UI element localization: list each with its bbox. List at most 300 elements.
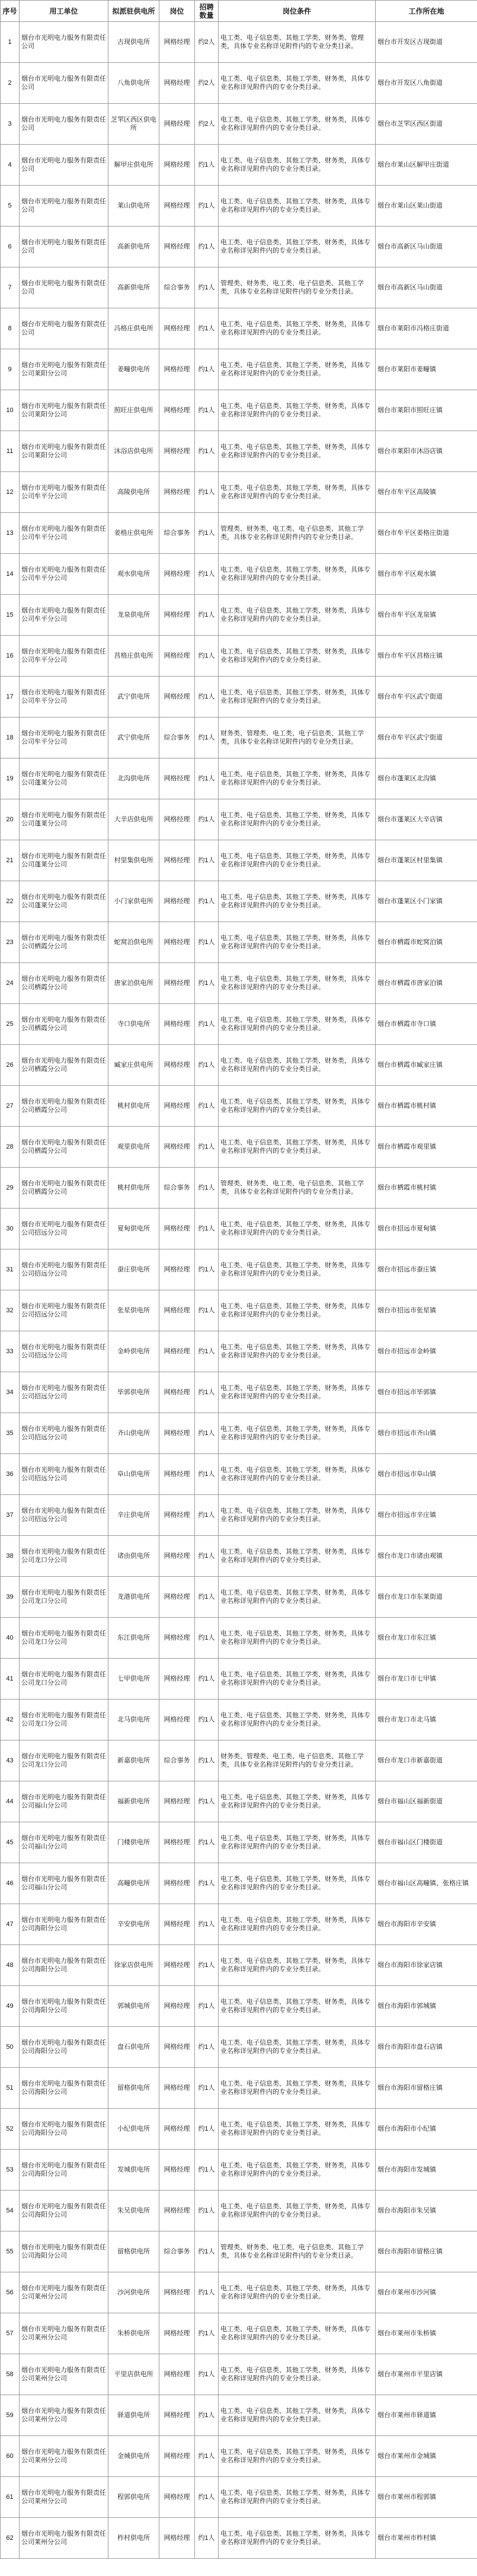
cell-no: 17 (1, 677, 20, 718)
cell-no: 34 (1, 1372, 20, 1413)
cell-count: 约1人 (195, 1004, 219, 1045)
cell-unit: 烟台市光明电力服务有限责任公司 (20, 186, 108, 227)
cell-location: 烟台市海阳市留格庄镇 (376, 2068, 477, 2109)
cell-condition: 电工类、电子信息类、其他工学类、财务类，具体专业名称详见附件内的专业分类目录。 (219, 2518, 376, 2559)
cell-count: 约2人 (195, 104, 219, 145)
cell-no: 48 (1, 1945, 20, 1986)
cell-unit: 烟台市光明电力服务有限责任公司招远分公司 (20, 1413, 108, 1454)
table-row (1, 881, 477, 922)
table-row (1, 1413, 477, 1454)
cell-post: 网格经理 (159, 2354, 195, 2395)
cell-count: 约1人 (195, 1290, 219, 1331)
cell-condition: 电工类、电子信息类、其他工学类、财务类，具体专业名称详见附件内的专业分类目录。 (219, 595, 376, 636)
header-station: 拟派驻供电所 (108, 1, 159, 22)
cell-location: 烟台市牟平区武宁街道 (376, 677, 477, 718)
cell-count: 约1人 (195, 554, 219, 595)
cell-count: 约1人 (195, 1700, 219, 1740)
cell-post: 网格经理 (159, 104, 195, 145)
cell-location: 烟台市高新区马山街道 (376, 227, 477, 267)
cell-no: 33 (1, 1331, 20, 1372)
cell-count: 约1人 (195, 1618, 219, 1659)
cell-post: 网格经理 (159, 2518, 195, 2559)
cell-location: 烟台市莱阳市沐浴店镇 (376, 431, 477, 472)
cell-no: 7 (1, 267, 20, 308)
cell-condition: 电工类、电子信息类、其他工学类、财务类，具体专业名称详见附件内的专业分类目录。 (219, 472, 376, 513)
cell-station: 蛇窝泊供电所 (108, 922, 159, 963)
header-count: 招聘数量 (195, 1, 219, 22)
cell-count: 约1人 (195, 1168, 219, 1209)
cell-post: 网格经理 (159, 22, 195, 63)
cell-location: 烟台市高新区马山街道 (376, 267, 477, 308)
cell-unit: 烟台市光明电力服务有限责任公司莱州分公司 (20, 2272, 108, 2313)
table-row (1, 2395, 477, 2436)
cell-condition: 电工类、电子信息类、其他工学类、财务类，具体专业名称详见附件内的专业分类目录。 (219, 1086, 376, 1127)
cell-post: 网格经理 (159, 145, 195, 186)
cell-count: 约1人 (195, 2354, 219, 2395)
cell-count: 约1人 (195, 2109, 219, 2150)
cell-condition: 电工类、电子信息类、其他工学类、财务类，具体专业名称详见附件内的专业分类目录。 (219, 1290, 376, 1331)
cell-station: 朱桥供电所 (108, 2313, 159, 2354)
cell-post: 网格经理 (159, 2313, 195, 2354)
cell-condition: 电工类、电子信息类、其他工学类、财务类，具体专业名称详见附件内的专业分类目录。 (219, 1454, 376, 1495)
cell-unit: 烟台市光明电力服务有限责任公司海阳分公司 (20, 2231, 108, 2272)
cell-station: 平里店供电所 (108, 2354, 159, 2395)
cell-count: 约1人 (195, 1822, 219, 1863)
cell-no: 32 (1, 1290, 20, 1331)
cell-no: 30 (1, 1209, 20, 1249)
cell-station: 莱山供电所 (108, 186, 159, 227)
cell-no: 21 (1, 840, 20, 881)
cell-station: 高新供电所 (108, 267, 159, 308)
cell-post: 网格经理 (159, 1904, 195, 1945)
cell-post: 网格经理 (159, 1454, 195, 1495)
cell-no: 9 (1, 349, 20, 390)
cell-no: 20 (1, 799, 20, 840)
table-row (1, 431, 477, 472)
cell-condition: 电工类、电子信息类、其他工学类、财务类，具体专业名称详见附件内的专业分类目录。 (219, 2272, 376, 2313)
cell-station: 沐浴店供电所 (108, 431, 159, 472)
cell-post: 网格经理 (159, 1086, 195, 1127)
cell-count: 约2人 (195, 63, 219, 104)
cell-no: 38 (1, 1536, 20, 1577)
table-row (1, 1781, 477, 1822)
cell-count: 约1人 (195, 2313, 219, 2354)
cell-location: 烟台市蓬莱区小门家镇 (376, 881, 477, 922)
table-row (1, 1331, 477, 1372)
cell-no: 45 (1, 1822, 20, 1863)
cell-no: 18 (1, 718, 20, 758)
cell-location: 烟台市芝罘区西区街道 (376, 104, 477, 145)
cell-condition: 电工类、电子信息类、其他工学类、财务类，具体专业名称详见附件内的专业分类目录。 (219, 2436, 376, 2477)
cell-post: 网格经理 (159, 1290, 195, 1331)
cell-unit: 烟台市光明电力服务有限责任公司栖霞分公司 (20, 1127, 108, 1168)
cell-count: 约1人 (195, 1536, 219, 1577)
cell-count: 约1人 (195, 390, 219, 431)
table-row (1, 186, 477, 227)
cell-condition: 电工类、电子信息类、其他工学类、财务类，具体专业名称详见附件内的专业分类目录。 (219, 2150, 376, 2191)
cell-condition: 财务类、管理类、电工类、电子信息类、其他工学类，具体专业名称详见附件内的专业分类目录。 (219, 1740, 376, 1781)
cell-unit: 烟台市光明电力服务有限责任公司栖霞分公司 (20, 1004, 108, 1045)
table-row (1, 349, 477, 390)
cell-location: 烟台市招远市辛庄镇 (376, 1495, 477, 1536)
cell-post: 网格经理 (159, 1577, 195, 1618)
cell-no: 62 (1, 2518, 20, 2559)
cell-station: 夏甸供电所 (108, 1209, 159, 1249)
cell-count: 约1人 (195, 1413, 219, 1454)
cell-condition: 管理类、财务类、电工类、电子信息类、其他工学类，具体专业名称详见附件内的专业分类目录。 (219, 513, 376, 554)
cell-post: 网格经理 (159, 1495, 195, 1536)
cell-unit: 烟台市光明电力服务有限责任公司海阳分公司 (20, 2150, 108, 2191)
cell-count: 约1人 (195, 1209, 219, 1249)
cell-no: 27 (1, 1086, 20, 1127)
cell-location: 烟台市牟平区观水镇 (376, 554, 477, 595)
cell-post: 网格经理 (159, 1822, 195, 1863)
cell-no: 50 (1, 2027, 20, 2068)
cell-location: 烟台市海阳市徐家店镇 (376, 1945, 477, 1986)
cell-no: 13 (1, 513, 20, 554)
cell-station: 武宁供电所 (108, 677, 159, 718)
cell-station: 金岭供电所 (108, 1331, 159, 1372)
cell-no: 58 (1, 2354, 20, 2395)
cell-condition: 电工类、电子信息类、其他工学类、财务类，具体专业名称详见附件内的专业分类目录。 (219, 1986, 376, 2027)
cell-location: 烟台市牟平区姜格庄街道 (376, 513, 477, 554)
cell-location: 烟台市莱州市沙河镇 (376, 2272, 477, 2313)
cell-count: 约1人 (195, 1904, 219, 1945)
cell-post: 网格经理 (159, 431, 195, 472)
cell-post: 网格经理 (159, 758, 195, 799)
cell-condition: 财务类、管理类、电工类、电子信息类、其他工学类，具体专业名称详见附件内的专业分类目录。 (219, 718, 376, 758)
cell-location: 烟台市招远市金岭镇 (376, 1331, 477, 1372)
cell-condition: 电工类、电子信息类、其他工学类、财务类，具体专业名称详见附件内的专业分类目录。 (219, 1045, 376, 1086)
cell-location: 烟台市开发区古现街道 (376, 22, 477, 63)
cell-condition: 管理类、财务类、电工类、电子信息类、其他工学类，具体专业名称详见附件内的专业分类目录。 (219, 2231, 376, 2272)
cell-unit: 烟台市光明电力服务有限责任公司招远分公司 (20, 1495, 108, 1536)
cell-count: 约1人 (195, 2477, 219, 2518)
cell-location: 烟台市海阳市盘石店镇 (376, 2027, 477, 2068)
cell-no: 3 (1, 104, 20, 145)
table-row (1, 227, 477, 267)
cell-post: 网格经理 (159, 1004, 195, 1045)
cell-condition: 电工类、电子信息类、其他工学类、财务类，具体专业名称详见附件内的专业分类目录。 (219, 1822, 376, 1863)
cell-location: 烟台市福山区高疃镇、张格庄镇 (376, 1863, 477, 1904)
cell-station: 姜疃供电所 (108, 349, 159, 390)
table-row (1, 1577, 477, 1618)
cell-post: 网格经理 (159, 554, 195, 595)
table-row (1, 22, 477, 63)
cell-condition: 电工类、电子信息类、其他工学类、财务类，具体专业名称详见附件内的专业分类目录。 (219, 554, 376, 595)
cell-condition: 电工类、电子信息类、其他工学类、财务类，具体专业名称详见附件内的专业分类目录。 (219, 390, 376, 431)
cell-location: 烟台市招远市蚕庄镇 (376, 1249, 477, 1290)
cell-unit: 烟台市光明电力服务有限责任公司招远分公司 (20, 1372, 108, 1413)
cell-station: 北马供电所 (108, 1700, 159, 1740)
cell-count: 约1人 (195, 718, 219, 758)
cell-no: 61 (1, 2477, 20, 2518)
cell-no: 26 (1, 1045, 20, 1086)
cell-unit: 烟台市光明电力服务有限责任公司牟平分公司 (20, 554, 108, 595)
table-row (1, 308, 477, 349)
cell-condition: 电工类、电子信息类、其他工学类、财务类，具体专业名称详见附件内的专业分类目录。 (219, 1781, 376, 1822)
table-row (1, 472, 477, 513)
cell-post: 网格经理 (159, 1618, 195, 1659)
cell-unit: 烟台市光明电力服务有限责任公司海阳分公司 (20, 2191, 108, 2231)
cell-no: 19 (1, 758, 20, 799)
cell-condition: 电工类、电子信息类、其他工学类、财务类，具体专业名称详见附件内的专业分类目录。 (219, 308, 376, 349)
cell-station: 莒格庄供电所 (108, 636, 159, 677)
cell-count: 约1人 (195, 1454, 219, 1495)
cell-location: 烟台市龙口市北马镇 (376, 1700, 477, 1740)
cell-condition: 电工类、电子信息类、其他工学类、财务类，具体专业名称详见附件内的专业分类目录。 (219, 431, 376, 472)
cell-station: 古现供电所 (108, 22, 159, 63)
cell-no: 46 (1, 1863, 20, 1904)
cell-condition: 电工类、电子信息类、其他工学类、财务类，具体专业名称详见附件内的专业分类目录。 (219, 145, 376, 186)
cell-condition: 电工类、电子信息类、其他工学类、财务类，具体专业名称详见附件内的专业分类目录。 (219, 1249, 376, 1290)
cell-count: 约1人 (195, 636, 219, 677)
cell-condition: 电工类、电子信息类、其他工学类、财务类，具体专业名称详见附件内的专业分类目录。 (219, 63, 376, 104)
cell-count: 约1人 (195, 1331, 219, 1372)
cell-station: 诸由供电所 (108, 1536, 159, 1577)
cell-count: 约1人 (195, 2518, 219, 2559)
cell-station: 寺口供电所 (108, 1004, 159, 1045)
cell-station: 冯格庄供电所 (108, 308, 159, 349)
cell-post: 网格经理 (159, 2027, 195, 2068)
cell-count: 约1人 (195, 758, 219, 799)
table-row (1, 2027, 477, 2068)
cell-count: 约1人 (195, 963, 219, 1004)
cell-count: 约1人 (195, 1945, 219, 1986)
cell-post: 网格经理 (159, 1209, 195, 1249)
cell-station: 留格供电所 (108, 2068, 159, 2109)
cell-station: 盘石供电所 (108, 2027, 159, 2068)
cell-post: 网格经理 (159, 1863, 195, 1904)
cell-unit: 烟台市光明电力服务有限责任公司龙口分公司 (20, 1700, 108, 1740)
cell-unit: 烟台市光明电力服务有限责任公司招远分公司 (20, 1331, 108, 1372)
cell-no: 60 (1, 2436, 20, 2477)
cell-unit: 烟台市光明电力服务有限责任公司海阳分公司 (20, 1904, 108, 1945)
cell-condition: 管理类、财务类、电工类、电子信息类、其他工学类，具体专业名称详见附件内的专业分类目录。 (219, 267, 376, 308)
cell-condition: 电工类、电子信息类、其他工学类、财务类，具体专业名称详见附件内的专业分类目录。 (219, 1372, 376, 1413)
cell-station: 武宁供电所 (108, 718, 159, 758)
cell-station: 柞村供电所 (108, 2518, 159, 2559)
cell-count: 约1人 (195, 2436, 219, 2477)
cell-unit: 烟台市光明电力服务有限责任公司莱阳分公司 (20, 390, 108, 431)
cell-location: 烟台市栖霞市寺口镇 (376, 1004, 477, 1045)
table-row (1, 554, 477, 595)
cell-unit: 烟台市光明电力服务有限责任公司栖霞分公司 (20, 1086, 108, 1127)
cell-count: 约1人 (195, 1740, 219, 1781)
cell-condition: 电工类、电子信息类、其他工学类、财务类，具体专业名称详见附件内的专业分类目录。 (219, 186, 376, 227)
cell-unit: 烟台市光明电力服务有限责任公司栖霞分公司 (20, 922, 108, 963)
cell-post: 综合事务 (159, 1740, 195, 1781)
cell-unit: 烟台市光明电力服务有限责任公司龙口分公司 (20, 1536, 108, 1577)
cell-no: 23 (1, 922, 20, 963)
cell-no: 15 (1, 595, 20, 636)
cell-no: 55 (1, 2231, 20, 2272)
cell-station: 张星供电所 (108, 1290, 159, 1331)
table-row (1, 2436, 477, 2477)
cell-location: 烟台市栖霞市观里镇 (376, 1127, 477, 1168)
cell-location: 烟台市福山区门楼街道 (376, 1822, 477, 1863)
cell-condition: 电工类、电子信息类、其他工学类、财务类，具体专业名称详见附件内的专业分类目录。 (219, 881, 376, 922)
cell-condition: 电工类、电子信息类、其他工学类、财务类，具体专业名称详见附件内的专业分类目录。 (219, 1618, 376, 1659)
cell-no: 16 (1, 636, 20, 677)
cell-condition: 电工类、电子信息类、其他工学类、财务类，具体专业名称详见附件内的专业分类目录。 (219, 2313, 376, 2354)
cell-count: 约1人 (195, 881, 219, 922)
cell-location: 烟台市海阳市小纪镇 (376, 2109, 477, 2150)
cell-no: 59 (1, 2395, 20, 2436)
cell-station: 桃村供电所 (108, 1086, 159, 1127)
cell-count: 约1人 (195, 1495, 219, 1536)
cell-condition: 电工类、电子信息类、其他工学类、财务类，具体专业名称详见附件内的专业分类目录。 (219, 1536, 376, 1577)
cell-post: 网格经理 (159, 1536, 195, 1577)
cell-no: 54 (1, 2191, 20, 2231)
cell-post: 网格经理 (159, 922, 195, 963)
cell-no: 36 (1, 1454, 20, 1495)
cell-post: 网格经理 (159, 2395, 195, 2436)
cell-no: 2 (1, 63, 20, 104)
cell-station: 龙泉供电所 (108, 595, 159, 636)
cell-station: 徐家店供电所 (108, 1945, 159, 1986)
cell-post: 网格经理 (159, 963, 195, 1004)
cell-condition: 电工类、电子信息类、其他工学类、财务类，具体专业名称详见附件内的专业分类目录。 (219, 2109, 376, 2150)
cell-no: 5 (1, 186, 20, 227)
cell-post: 网格经理 (159, 2150, 195, 2191)
cell-no: 22 (1, 881, 20, 922)
table-row (1, 1863, 477, 1904)
cell-station: 观水供电所 (108, 554, 159, 595)
table-row (1, 2518, 477, 2559)
cell-unit: 烟台市光明电力服务有限责任公司海阳分公司 (20, 1986, 108, 2027)
table-row (1, 799, 477, 840)
cell-post: 综合事务 (159, 2231, 195, 2272)
cell-unit: 烟台市光明电力服务有限责任公司海阳分公司 (20, 2027, 108, 2068)
cell-no: 57 (1, 2313, 20, 2354)
cell-post: 网格经理 (159, 677, 195, 718)
cell-unit: 烟台市光明电力服务有限责任公司莱州分公司 (20, 2313, 108, 2354)
cell-no: 14 (1, 554, 20, 595)
table-row (1, 2477, 477, 2518)
cell-count: 约1人 (195, 2150, 219, 2191)
cell-station: 程郭供电所 (108, 2477, 159, 2518)
cell-condition: 电工类、电子信息类、其他工学类、财务类，具体专业名称详见附件内的专业分类目录。 (219, 1863, 376, 1904)
cell-station: 留格供电所 (108, 2231, 159, 2272)
table-row (1, 963, 477, 1004)
table-row (1, 922, 477, 963)
cell-location: 烟台市开发区八角街道 (376, 63, 477, 104)
table-row (1, 63, 477, 104)
cell-post: 网格经理 (159, 186, 195, 227)
cell-unit: 烟台市光明电力服务有限责任公司 (20, 22, 108, 63)
table-row (1, 1740, 477, 1781)
cell-count: 约1人 (195, 1577, 219, 1618)
cell-post: 网格经理 (159, 390, 195, 431)
cell-station: 朱吴供电所 (108, 2191, 159, 2231)
cell-post: 网格经理 (159, 2191, 195, 2231)
cell-unit: 烟台市光明电力服务有限责任公司海阳分公司 (20, 2109, 108, 2150)
cell-unit: 烟台市光明电力服务有限责任公司 (20, 267, 108, 308)
cell-station: 龙港供电所 (108, 1577, 159, 1618)
cell-location: 烟台市莱阳市冯格庄街道 (376, 308, 477, 349)
table-row (1, 145, 477, 186)
cell-post: 网格经理 (159, 636, 195, 677)
table-row (1, 1495, 477, 1536)
cell-station: 福新供电所 (108, 1781, 159, 1822)
cell-unit: 烟台市光明电力服务有限责任公司福山分公司 (20, 1781, 108, 1822)
cell-location: 烟台市招远市齐山镇 (376, 1413, 477, 1454)
cell-count: 约1人 (195, 1781, 219, 1822)
table-row (1, 677, 477, 718)
cell-count: 约1人 (195, 472, 219, 513)
cell-location: 烟台市龙口市诸由观镇 (376, 1536, 477, 1577)
table-row (1, 1045, 477, 1086)
cell-count: 约1人 (195, 2272, 219, 2313)
cell-post: 网格经理 (159, 1781, 195, 1822)
cell-no: 47 (1, 1904, 20, 1945)
cell-condition: 电工类、电子信息类、其他工学类、财务类，具体专业名称详见附件内的专业分类目录。 (219, 227, 376, 267)
cell-no: 37 (1, 1495, 20, 1536)
cell-station: 辛安供电所 (108, 1904, 159, 1945)
cell-post: 网格经理 (159, 840, 195, 881)
cell-unit: 烟台市光明电力服务有限责任公司 (20, 308, 108, 349)
cell-count: 约1人 (195, 1863, 219, 1904)
cell-location: 烟台市栖霞市蛇窝泊镇 (376, 922, 477, 963)
cell-location: 烟台市龙口市东江镇 (376, 1618, 477, 1659)
cell-count: 约2人 (195, 22, 219, 63)
cell-unit: 烟台市光明电力服务有限责任公司海阳分公司 (20, 2068, 108, 2109)
cell-condition: 电工类、电子信息类、其他工学类、财务类，具体专业名称详见附件内的专业分类目录。 (219, 2395, 376, 2436)
cell-condition: 电工类、电子信息类、其他工学类、财务类，具体专业名称详见附件内的专业分类目录。 (219, 636, 376, 677)
table-row (1, 636, 477, 677)
cell-station: 新嘉供电所 (108, 1740, 159, 1781)
cell-unit: 烟台市光明电力服务有限责任公司龙口分公司 (20, 1740, 108, 1781)
table-row (1, 758, 477, 799)
cell-station: 高新供电所 (108, 227, 159, 267)
cell-unit: 烟台市光明电力服务有限责任公司莱州分公司 (20, 2395, 108, 2436)
table-row (1, 1168, 477, 1209)
cell-station: 驿道供电所 (108, 2395, 159, 2436)
table-row (1, 2191, 477, 2231)
cell-count: 约1人 (195, 431, 219, 472)
header-post: 岗位 (159, 1, 195, 22)
table-row (1, 1086, 477, 1127)
cell-location: 烟台市招远市张星镇 (376, 1290, 477, 1331)
cell-no: 8 (1, 308, 20, 349)
cell-no: 6 (1, 227, 20, 267)
cell-station: 门楼供电所 (108, 1822, 159, 1863)
cell-station: 东江供电所 (108, 1618, 159, 1659)
table-row (1, 104, 477, 145)
table-row (1, 1986, 477, 2027)
cell-condition: 电工类、电子信息类、其他工学类、财务类，具体专业名称详见附件内的专业分类目录。 (219, 1127, 376, 1168)
cell-unit: 烟台市光明电力服务有限责任公司莱州分公司 (20, 2518, 108, 2559)
cell-post: 网格经理 (159, 1659, 195, 1700)
cell-station: 阜山供电所 (108, 1454, 159, 1495)
cell-count: 约1人 (195, 2191, 219, 2231)
cell-station: 郭城供电所 (108, 1986, 159, 2027)
cell-station: 八角供电所 (108, 63, 159, 104)
table-row (1, 1536, 477, 1577)
cell-post: 网格经理 (159, 2109, 195, 2150)
cell-unit: 烟台市光明电力服务有限责任公司牟平分公司 (20, 636, 108, 677)
cell-location: 烟台市莱阳市姜疃镇 (376, 349, 477, 390)
cell-station: 蚕庄供电所 (108, 1249, 159, 1290)
cell-count: 约1人 (195, 267, 219, 308)
cell-station: 发城供电所 (108, 2150, 159, 2191)
cell-location: 烟台市海阳市发城镇 (376, 2150, 477, 2191)
cell-count: 约1人 (195, 2395, 219, 2436)
header-row (1, 1, 477, 22)
cell-unit: 烟台市光明电力服务有限责任公司福山分公司 (20, 1822, 108, 1863)
cell-location: 烟台市莱州市柞村镇 (376, 2518, 477, 2559)
